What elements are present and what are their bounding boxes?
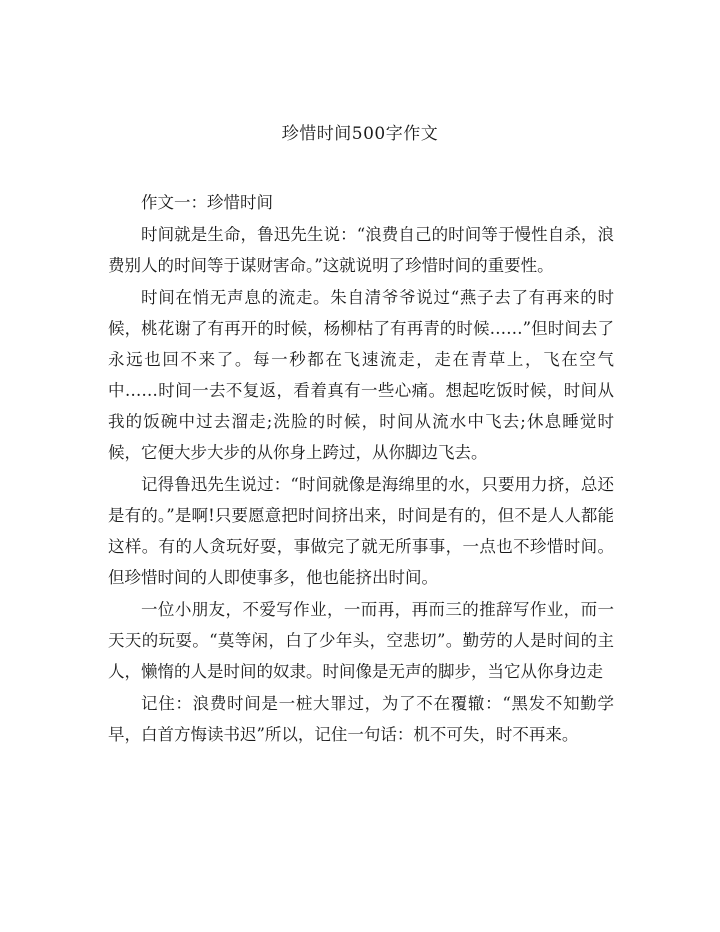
paragraph-3: 记得鲁迅先生说过：“时间就像是海绵里的水，只要用力挤，总还是有的。”是啊!只要愿意把时间挤出来，时间是有的，但不是人人都能这样。有的人贪玩好耍，事做完了就无所事事，一点也不珍惜时间。但珍惜时间的人即使事多，他也能挤出时间。 — [108, 475, 614, 587]
paragraph-1: 时间就是生命，鲁迅先生说：“浪费自己的时间等于慢性自杀，浪费别人的时间等于谋财害命。”这就说明了珍惜时间的重要性。 — [108, 225, 614, 275]
document-body — [108, 187, 614, 750]
document-title: 珍惜时间500字作文 — [281, 124, 439, 144]
paragraph-2: 时间在悄无声息的流走。朱自清爷爷说过“燕子去了有再来的时候，桃花谢了有再开的时候，杨柳枯了有再青的时候……”但时间去了永远也回不来了。每一秒都在飞速流走，走在青草上，飞在空气中……时间一去不复返，看着真有一些心痛。想起吃饭时候，时间从我的饭碗中过去溜走;洗脸的时候，时间从流水中飞去;休息睡觉时候，它便大步大步的从你身上跨过，从你脚边飞去。 — [108, 288, 614, 462]
paragraph-4: 一位小朋友，不爱写作业，一而再，再而三的推辞写作业，而一天天的玩耍。“莫等闲，白了少年头，空悲切”。勤劳的人是时间的主人，懒惰的人是时间的奴隶。时间像是无声的脚步，当它从你身边走 — [108, 600, 614, 681]
paragraph-5: 记住：浪费时间是一桩大罪过，为了不在覆辙：“黑发不知勤学早，白首方悔读书迟”所以，记住一句话：机不可失，时不再来。 — [108, 694, 614, 744]
essay-heading: 作文一：珍惜时间 — [141, 193, 273, 212]
